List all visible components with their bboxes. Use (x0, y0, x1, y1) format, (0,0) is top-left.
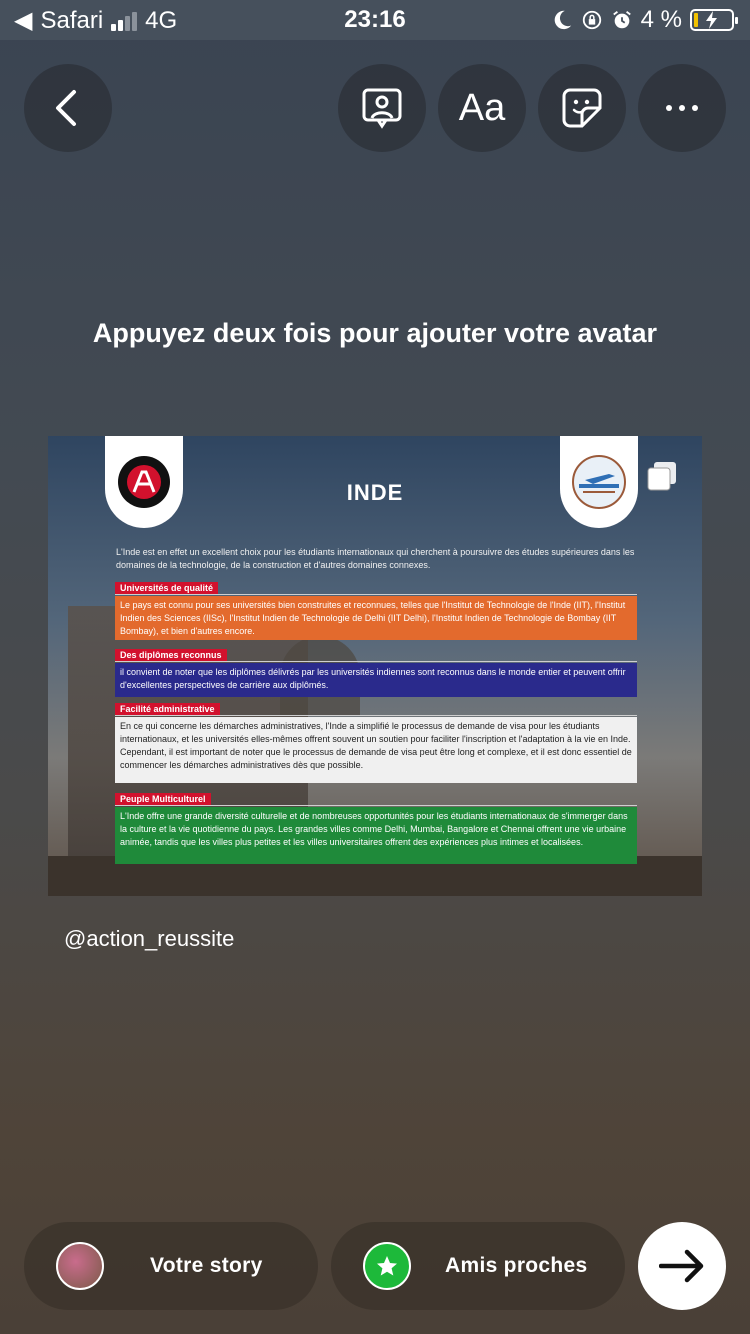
star-icon (375, 1254, 399, 1278)
section-label: Universités de qualité (115, 582, 218, 594)
shared-post[interactable] (48, 436, 702, 896)
section-text: En ce qui concerne les démarches administratives, l'Inde a simplifié le processus de demande de visa pour les étudiants internationaux, et les universités elles-mêmes offrent souvent un soutien pour faciliter l'inscription et l'adaptation à la vie en Inde. Cependant, il est important de noter que le processus de demande de visa peut être long et complexe, et il est donc essentiel de commencer les démarches administratives dès que possible. (115, 717, 637, 783)
back-button[interactable] (24, 64, 112, 152)
more-button[interactable] (638, 64, 726, 152)
avatar-sticker-icon (360, 86, 404, 130)
status-bar (0, 0, 750, 40)
avatar-sticker-button[interactable] (338, 64, 426, 152)
network-type: 4G (145, 6, 178, 34)
status-right (551, 6, 734, 34)
sticker-button[interactable] (538, 64, 626, 152)
section-label: Facilité administrative (115, 703, 220, 715)
section-text: L'Inde offre une grande diversité culturelle et de nombreuses opportunités pour les étudiants internationaux de s'immerger dans la culture et la vie quotidienne du pays. Les grandes villes comme Delhi, Mumbai, Bangalore et Chennai offrent une vie urbaine animée, tandis que les villes plus petites et les villes universitaires offrent des expériences plus intimes et localisées. (115, 807, 637, 864)
avatar (56, 1242, 104, 1290)
section-divider (115, 594, 637, 595)
section-text: Le pays est connu pour ses universités bien construites et reconnues, telles que l'Institut de Technologie de l'Inde (IIT), l'Institut Indien des Sciences (IISc), l'Institut Indien de Technologie de Delhi (IIT Delhi), l'Institut Indien de Technologie de Bombay (IIT Bombay), et bien d'autres encore. (115, 596, 637, 640)
sticker-icon (560, 86, 604, 130)
text-tool-button[interactable]: Aa (438, 64, 526, 152)
section-divider (115, 715, 637, 716)
section-label: Peuple Multiculturel (115, 793, 211, 805)
more-icon (664, 103, 700, 113)
your-story-label: Votre story (150, 1254, 263, 1277)
moon-icon (551, 9, 573, 31)
alarm-icon (611, 9, 633, 31)
share-next-button[interactable] (638, 1222, 726, 1310)
close-friends-button[interactable] (331, 1222, 625, 1310)
rotation-lock-icon (581, 9, 603, 31)
arrow-right-icon (659, 1249, 705, 1283)
your-story-button[interactable] (24, 1222, 318, 1310)
section-label: Des diplômes reconnus (115, 649, 227, 661)
close-friends-label: Amis proches (445, 1254, 588, 1277)
battery-percent: 4 % (640, 6, 682, 33)
post-intro: L'Inde est en effet un excellent choix pour les étudiants internationaux qui cherchent à poursuivre des études supérieures dans les domaines de la technologie, de la construction et d'autres domaines connexes. (116, 547, 635, 570)
close-friends-badge (363, 1242, 411, 1290)
chevron-left-icon (48, 88, 88, 128)
battery-icon (690, 9, 734, 31)
post-username[interactable]: @action_reussite (64, 926, 235, 951)
back-to-app-icon[interactable]: ◀ (14, 7, 33, 34)
avatar-hint[interactable]: Appuyez deux fois pour ajouter votre avatar (92, 318, 658, 348)
status-time: 23:16 (344, 6, 406, 33)
section-divider (115, 661, 637, 662)
back-app-name[interactable]: Safari (40, 6, 104, 34)
post-title: INDE (346, 480, 404, 505)
section-text: il convient de noter que les diplômes délivrés par les universités indiennes sont reconnus dans le monde entier et peuvent offrir d'excellentes perspectives de carrière aux diplômés. (115, 663, 637, 697)
section-divider (115, 805, 637, 806)
